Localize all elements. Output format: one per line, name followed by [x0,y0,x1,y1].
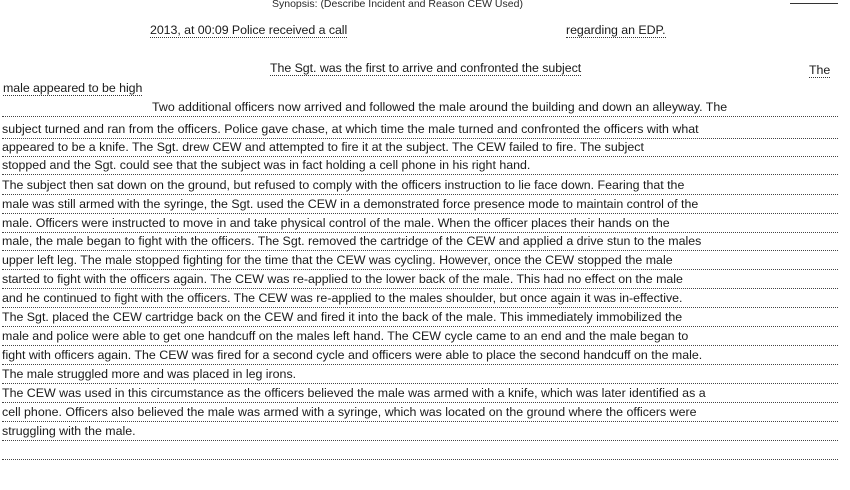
narrative-line: started to fight with the officers again. The CEW was re-applied to the lower back of the male. This had no effect on the male [2,271,838,289]
narrative-line: The Sgt. placed the CEW cartridge back on the CEW and fired it into the back of the male. This immediately immobilized the [2,309,838,327]
regarding-text: regarding an EDP. [566,23,666,37]
narrative-line: upper left leg. The male stopped fighting for the time that the CEW was cycling. However, once the CEW stopped the male [2,252,838,270]
narrative-line: Two additional officers now arrived and followed the male around the building and down an alleyway. The [2,99,838,117]
narrative-line: struggling with the male. [2,423,838,441]
narrative-line: male. Officers were instructed to move in and take physical control of the male. When the officer places their hands on the [2,215,838,233]
narrative-line: appeared to be a knife. The Sgt. drew CEW and attempted to fire it at the subject. The CEW failed to fire. The subject [2,139,838,157]
narrative-line: male, the male began to fight with the officers. The Sgt. removed the cartridge of the CEW and applied a drive stun to the males [2,233,838,251]
narrative-line-blank [2,442,838,460]
first-arrival-text: The Sgt. was the first to arrive and confronted the subject [270,61,582,75]
regarding-field [566,23,666,37]
the-text: The [809,63,831,77]
narrative-line: subject turned and ran from the officers. Police gave chase, at which time the male turned and confronted the officers with what [2,121,838,139]
first-arrival-field [270,61,581,75]
the-field [809,63,830,77]
corner-rule [790,2,838,4]
appeared-high-field [3,81,142,95]
narrative-line: The CEW was used in this circumstance as the officers believed the male was armed with a knife, which was later identified as a [2,385,838,403]
date-time-field [150,23,347,37]
narrative-line: The male struggled more and was placed in leg irons. [2,366,838,384]
narrative-line: male was still armed with the syringe, the Sgt. used the CEW in a demonstrated force presence mode to maintain control of the [2,196,838,214]
appeared-high-text: male appeared to be high [3,81,143,95]
narrative-line: fight with officers again. The CEW was fired for a second cycle and officers were able to place the second handcuff on the male. [2,347,838,365]
narrative-line: The subject then sat down on the ground, but refused to comply with the officers instruction to lie face down. Fearing that the [2,177,838,195]
narrative-line: cell phone. Officers also believed the male was armed with a syringe, which was located on the ground where the officers were [2,404,838,422]
narrative-line: stopped and the Sgt. could see that the subject was in fact holding a cell phone in his right hand. [2,157,838,175]
narrative-line: and he continued to fight with the officers. The CEW was re-applied to the males shoulder, but once again it was in-effective. [2,290,838,308]
narrative-line: male and police were able to get one handcuff on the males left hand. The CEW cycle came to an end and the male began to [2,328,838,346]
synopsis-label: Synopsis: (Describe Incident and Reason CEW Used) [272,0,523,10]
date-time-text: 2013, at 00:09 Police received a call [150,23,348,37]
